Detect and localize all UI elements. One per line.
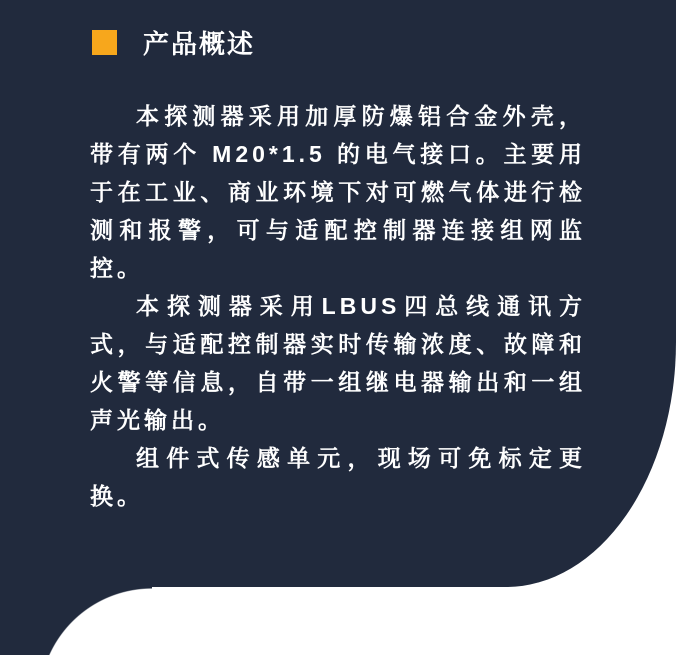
section-title: 产品概述: [143, 28, 256, 59]
product-description: [90, 97, 586, 515]
section-header: [92, 26, 586, 58]
bottom-left-curve-decoration: [0, 587, 152, 655]
bullet-square-icon: [92, 30, 117, 55]
paragraph: 本探测器采用LBUS四总线通讯方式，与适配控制器实时传输浓度、故障和火警等信息，自带一组继电器输出和一组声光输出。: [90, 293, 586, 433]
paragraph: 本探测器采用加厚防爆铝合金外壳，带有两个 M20*1.5 的电气接口。主要用于在工业、商业环境下对可燃气体进行检测和报警，可与适配控制器连接组网监控。: [90, 103, 586, 281]
paragraph: 组件式传感单元，现场可免标定更换。: [90, 445, 586, 509]
